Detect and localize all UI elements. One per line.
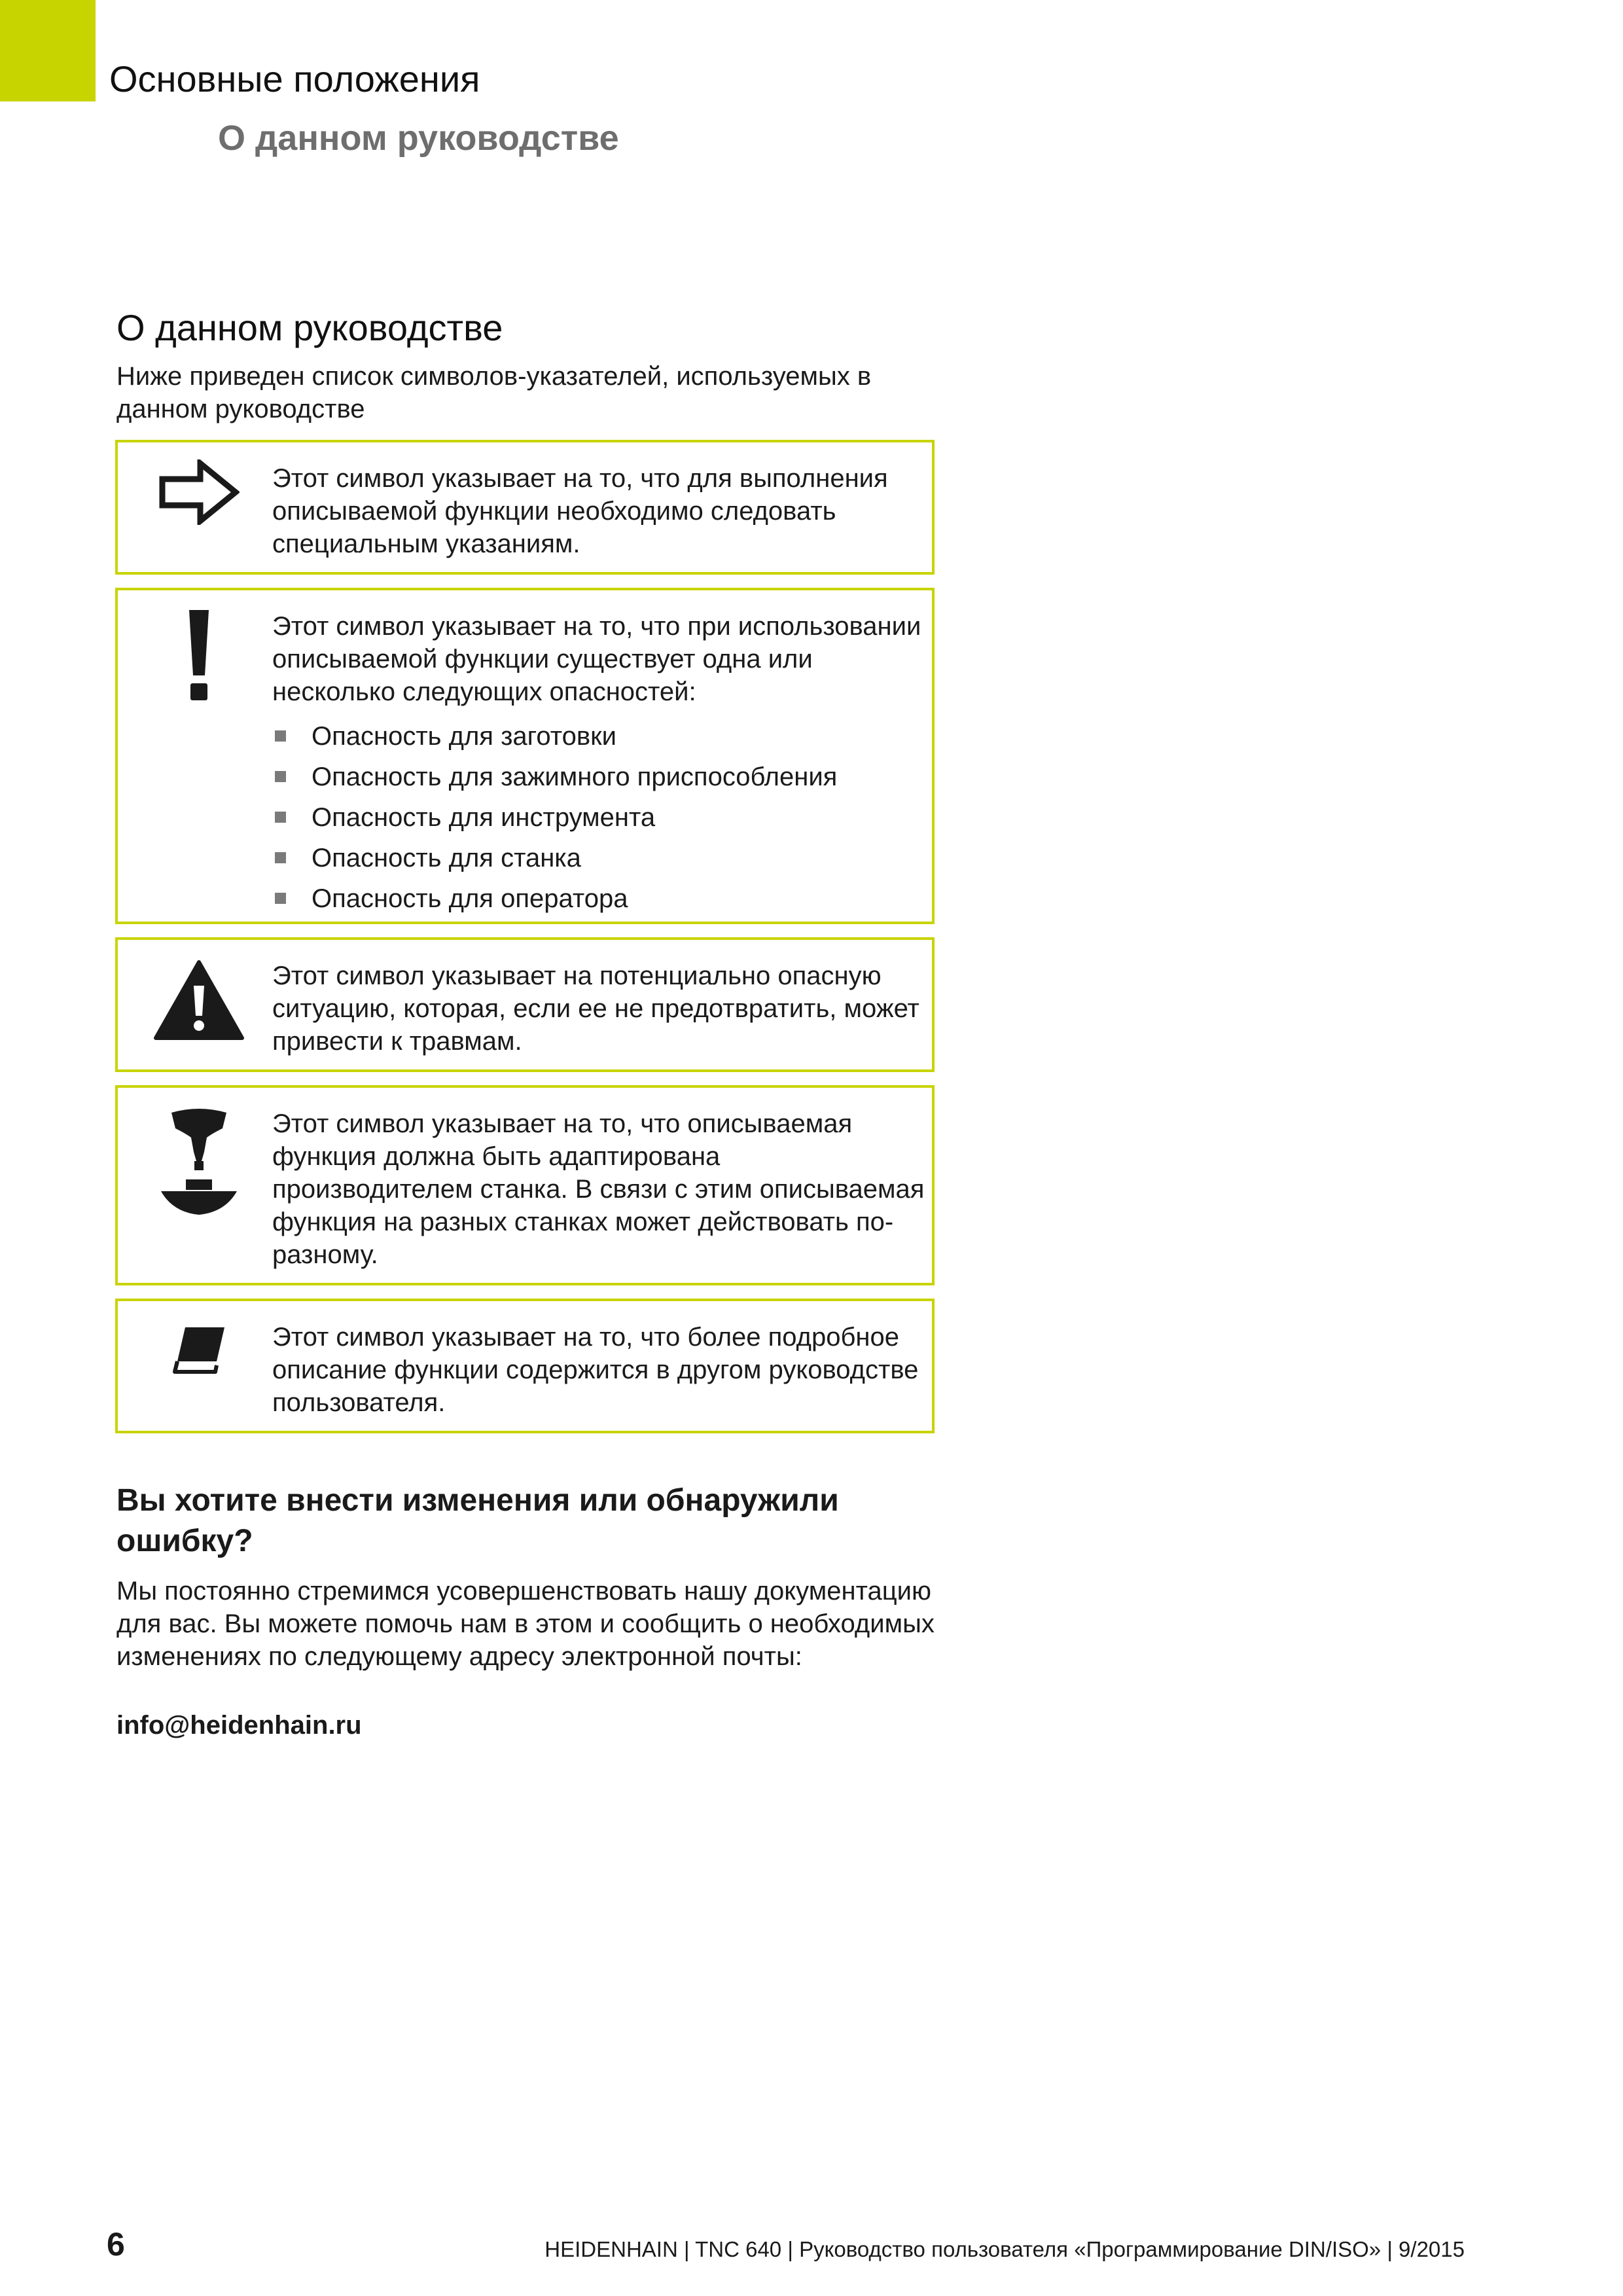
chapter-subtitle: О данном руководстве — [218, 118, 619, 158]
notice-text: Этот символ указывает на потенциально опасную ситуацию, которая, если ее не предотвратить, может привести к травмам. — [272, 961, 919, 1056]
notice-text: Этот символ указывает на то, что более подробное описание функции содержится в другом руководстве пользователя. — [272, 1323, 919, 1417]
list-item: Опасность для оператора — [272, 878, 927, 919]
book-icon — [147, 1323, 251, 1376]
list-item: Опасность для инструмента — [272, 797, 927, 838]
square-bullet-icon — [275, 812, 286, 823]
list-item: Опасность для станка — [272, 838, 927, 878]
notice-box-danger — [115, 588, 935, 924]
warning-triangle-icon — [147, 960, 251, 1041]
chapter-accent-block — [0, 0, 96, 101]
square-bullet-icon — [275, 730, 286, 742]
notice-text: Этот символ указывает на то, что описываемая функция должна быть адаптирована производителем станка. В связи с этим описываемая функция на разных станках может действовать по-разному. — [272, 1109, 925, 1269]
list-item: Опасность для заготовки — [272, 716, 927, 757]
feedback-text: Мы постоянно стремимся усовершенствовать нашу документацию для вас. Вы можете помочь нам в этом и сообщить о необходимых изменениях по следующему адресу электронной почты: — [116, 1577, 935, 1671]
danger-list — [272, 716, 927, 919]
notice-box-instructions — [115, 440, 935, 575]
section-title: О данном руководстве — [116, 307, 503, 348]
arrow-right-icon — [147, 459, 251, 525]
list-item: Опасность для зажимного приспособления — [272, 757, 927, 797]
square-bullet-icon — [275, 893, 286, 904]
exclamation-icon — [147, 607, 251, 706]
square-bullet-icon — [275, 852, 286, 863]
chapter-title: Основные положения — [109, 58, 480, 99]
email-link[interactable]: info@heidenhain.ru — [116, 1711, 362, 1740]
machine-tool-icon — [147, 1106, 251, 1224]
notice-box-warning — [115, 937, 935, 1072]
notice-box-machine-manufacturer — [115, 1085, 935, 1285]
notice-text: Этот символ указывает на то, что для выполнения описываемой функции необходимо следовать специальным указаниям. — [272, 464, 888, 558]
footer-text: HEIDENHAIN | TNC 640 | Руководство пользователя «Программирование DIN/ISO» | 9/2015 — [544, 2237, 1465, 2261]
feedback-title: Вы хотите внести изменения или обнаружили ошибку? — [116, 1483, 839, 1558]
notice-box-other-manual — [115, 1299, 935, 1433]
page-number: 6 — [107, 2226, 125, 2263]
square-bullet-icon — [275, 771, 286, 782]
notice-text: Этот символ указывает на то, что при использовании описываемой функции существует одна или несколько следующих опасностей: — [272, 612, 921, 706]
intro-text: Ниже приведен список символов-указателей, используемых в данном руководстве — [116, 362, 872, 423]
